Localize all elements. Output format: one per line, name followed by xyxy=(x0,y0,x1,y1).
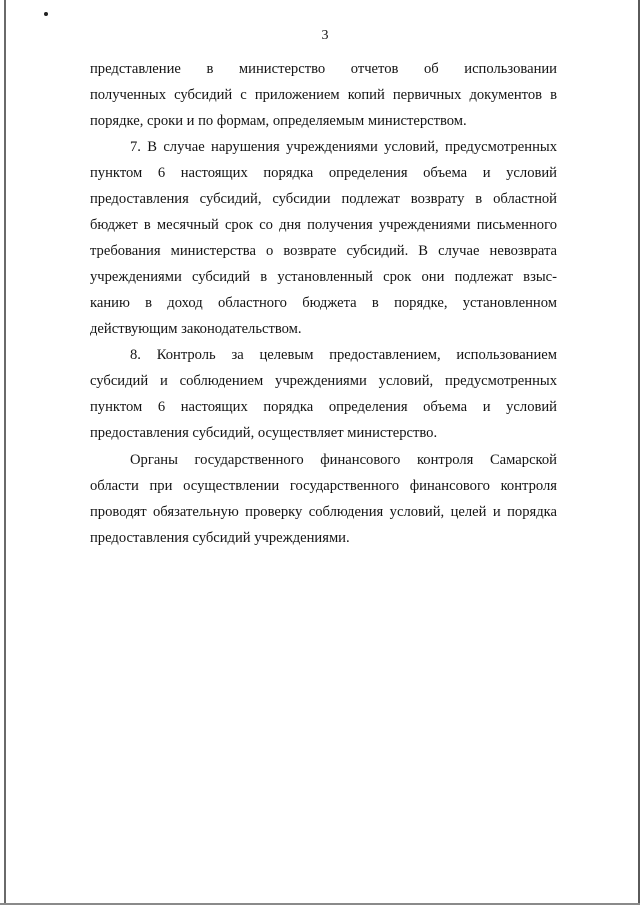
page-number: 3 xyxy=(321,28,329,43)
text-line: предоставления субсидий, осуществляет министерство. xyxy=(90,425,438,441)
text-line: предоставления субсидий учреждениями. xyxy=(90,530,350,546)
text-line: 8. Контроль за целевым предоставлением, использованием xyxy=(130,347,557,363)
text-line: Органы государственного финансового контроля Самарской xyxy=(130,452,557,468)
text-line: предоставления субсидий, субсидии подлежат возврату в областной xyxy=(90,191,557,207)
text-line: области при осуществлении государственного финансового контроля xyxy=(90,478,557,494)
text-line: субсидий и соблюдением учреждениями условий, предусмотренных xyxy=(90,373,557,389)
text-line: порядке, сроки и по формам, определяемым министерством. xyxy=(90,113,467,129)
text-line: представление в министерство отчетов об использовании xyxy=(90,61,557,77)
text-line: требования министерства о возврате субсидий. В случае невозврата xyxy=(90,243,557,259)
text-line: пунктом 6 настоящих порядка определения объема и условий xyxy=(90,165,557,181)
text-line: проводят обязательную проверку соблюдения условий, целей и порядка xyxy=(90,504,557,520)
text-line: полученных субсидий с приложением копий первичных документов в xyxy=(90,87,557,103)
text-line: учреждениями субсидий в установленный срок они подлежат взыс- xyxy=(90,269,557,285)
text-line: канию в доход областного бюджета в порядке, установленном xyxy=(90,295,557,311)
scan-edge-left xyxy=(4,0,6,905)
scan-speck xyxy=(44,12,48,16)
text-line: пунктом 6 настоящих порядка определения объема и условий xyxy=(90,399,557,415)
text-line: действующим законодательством. xyxy=(90,321,302,337)
text-line: 7. В случае нарушения учреждениями условий, предусмотренных xyxy=(130,139,557,155)
text-line: бюджет в месячный срок со дня получения учреждениями письменного xyxy=(90,217,557,233)
